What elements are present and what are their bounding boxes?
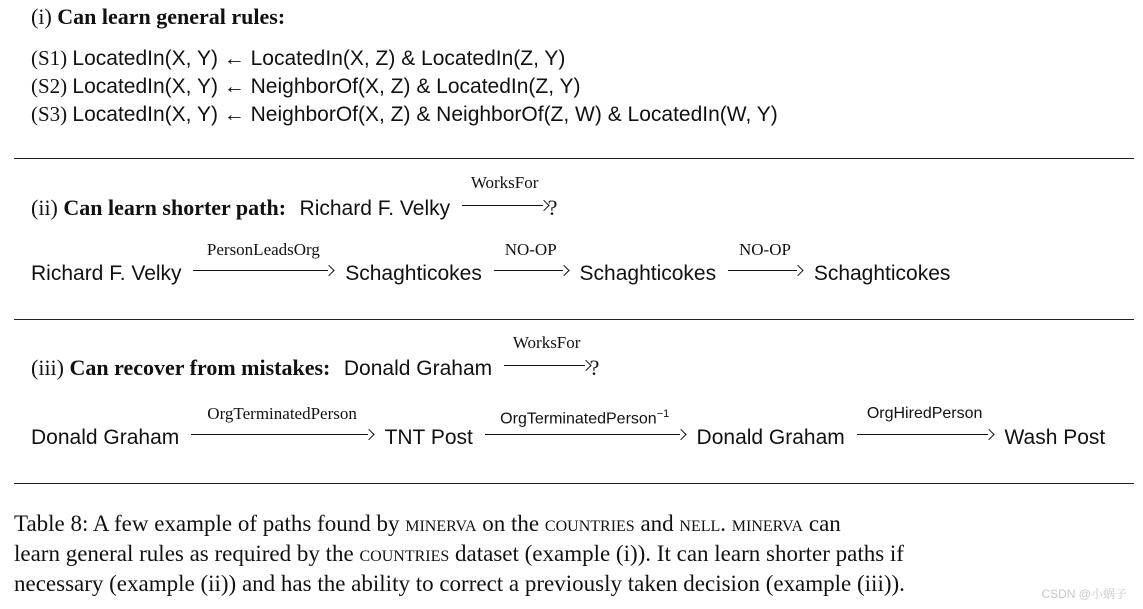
path-arrow <box>857 405 993 450</box>
caption-line-3: necessary (example (ii)) and has the ability to correct a previously taken decision (example (iii)). <box>14 571 905 596</box>
section-ii-label: (ii) <box>31 195 58 220</box>
arrow-shaft <box>728 266 802 276</box>
path-entity: Donald Graham <box>696 426 845 449</box>
path-relation-label: NO-OP <box>738 240 791 259</box>
section-i-title: Can learn general rules: <box>57 4 286 29</box>
section-i-label: (i) <box>31 4 52 29</box>
caption-smallcaps: countries <box>544 511 635 536</box>
caption-text: dataset (example (i)). It can learn shorter paths if <box>449 541 904 566</box>
rule-id: (S2) <box>31 74 68 98</box>
caption-smallcaps: minerva <box>405 511 477 536</box>
watermark: CSDN @小蜗子 <box>1041 587 1127 601</box>
caption-line-2 <box>14 539 1132 569</box>
arrow-shaft <box>494 266 568 276</box>
caption-smallcaps: minerva <box>731 511 804 536</box>
section-divider <box>14 158 1134 159</box>
path-arrow <box>193 240 333 286</box>
query-arrow <box>462 173 548 221</box>
caption-text: learn general rules as required by the <box>14 541 360 566</box>
query-entity: Richard F. Velky <box>299 197 451 220</box>
path-entity: Richard F. Velky <box>31 262 182 285</box>
path-relation-label: PersonLeadsOrg <box>206 240 320 259</box>
rule-text: LocatedIn(X, Y) ← NeighborOf(X, Z) & NeighborOf(Z, W) & LocatedIn(W, Y) <box>72 103 778 126</box>
rule-s1 <box>31 46 565 71</box>
rule-id: (S3) <box>31 102 68 126</box>
rule-s2 <box>31 74 581 99</box>
table-caption <box>14 509 1132 599</box>
section-iii-path <box>31 404 1106 450</box>
relation-name: OrgTerminatedPerson <box>500 410 657 428</box>
path-arrow <box>728 240 802 286</box>
rule-text: LocatedIn(X, Y) ← LocatedIn(X, Z) & LocatedIn(Z, Y) <box>72 47 566 70</box>
arrow-shaft <box>462 201 548 211</box>
arrow-shaft <box>504 361 590 371</box>
path-relation-label: NO-OP <box>504 240 557 259</box>
arrow-shaft <box>857 430 993 440</box>
path-entity: Schaghticokes <box>345 262 482 285</box>
query-target: ? <box>547 195 558 220</box>
caption-smallcaps: countries <box>359 541 450 566</box>
section-i-heading <box>31 4 285 30</box>
arrow-shaft <box>193 266 333 276</box>
caption-text: can <box>803 511 841 536</box>
rule-text: LocatedIn(X, Y) ← NeighborOf(X, Z) & LocatedIn(Z, Y) <box>72 75 581 98</box>
path-entity: Schaghticokes <box>813 262 951 285</box>
section-ii-path <box>31 240 951 286</box>
query-relation-label: WorksFor <box>470 173 539 192</box>
section-ii-title: Can learn shorter path: <box>63 195 287 220</box>
query-entity: Donald Graham <box>343 357 493 380</box>
query-target: ? <box>589 355 600 380</box>
caption-text: on the <box>476 511 545 536</box>
section-divider <box>14 483 1134 484</box>
arrow-shaft <box>191 430 373 440</box>
rule-id: (S1) <box>31 46 68 70</box>
caption-smallcaps: nell <box>679 511 721 536</box>
path-entity: TNT Post <box>384 426 473 449</box>
path-relation-label <box>485 405 685 428</box>
path-arrow <box>485 408 685 450</box>
path-arrow <box>191 404 373 450</box>
query-arrow <box>504 333 590 381</box>
caption-line-1 <box>14 509 1132 539</box>
path-entity: Wash Post <box>1004 426 1106 449</box>
section-iii-heading <box>31 333 600 381</box>
section-divider <box>14 319 1134 320</box>
caption-text: . <box>720 511 732 536</box>
section-iii-label: (iii) <box>31 355 64 380</box>
path-relation-label: OrgHiredPerson <box>866 405 983 422</box>
path-relation-label: OrgTerminatedPerson <box>207 404 357 423</box>
path-arrow <box>494 240 568 286</box>
path-entity: Donald Graham <box>31 426 180 449</box>
arrow-shaft <box>485 430 685 440</box>
query-relation-label: WorksFor <box>512 333 581 352</box>
rule-s3 <box>31 102 778 127</box>
caption-text: and <box>634 511 680 536</box>
section-ii-heading <box>31 173 558 221</box>
path-entity: Schaghticokes <box>579 262 717 285</box>
inverse-superscript: −1 <box>656 408 670 420</box>
section-iii-title: Can recover from mistakes: <box>69 355 331 380</box>
caption-text: Table 8: A few example of paths found by <box>14 511 406 536</box>
